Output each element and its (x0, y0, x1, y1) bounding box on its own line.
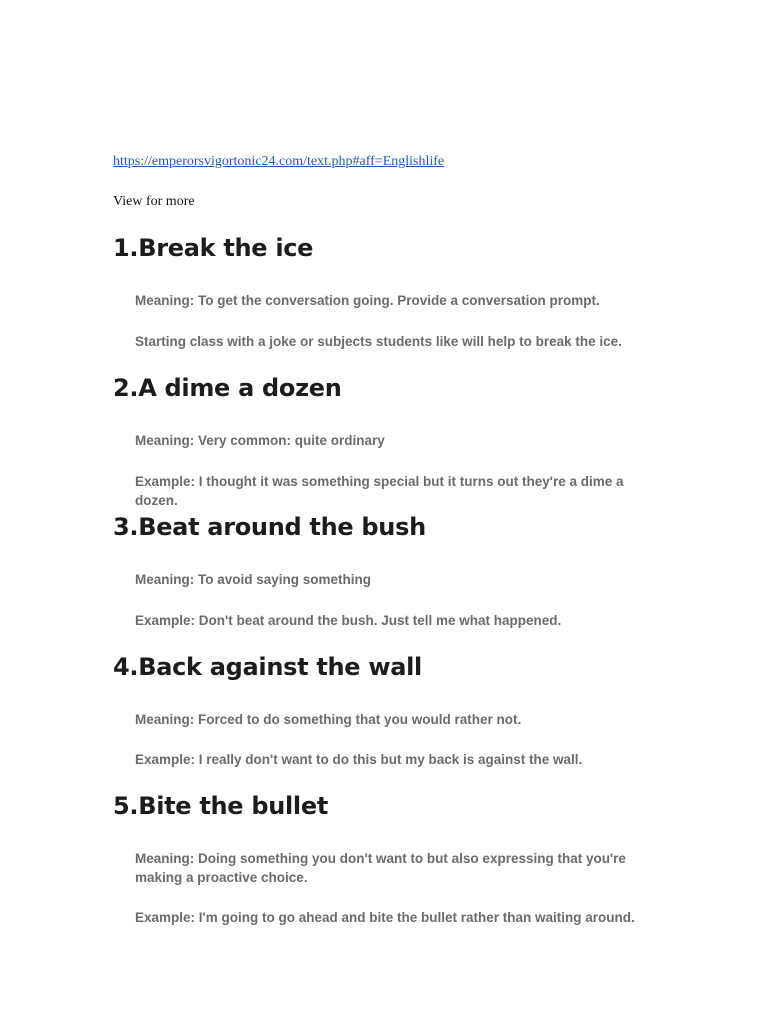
idiom-heading-5: 5.Bite the bullet (113, 792, 329, 820)
idiom-meaning-3: Meaning: To avoid saying something (135, 572, 372, 587)
view-more-text: View for more (113, 194, 195, 209)
idiom-heading-3: 3.Beat around the bush (113, 513, 426, 541)
idiom-example-3: Example: Don't beat around the bush. Just tell me what happened. (135, 613, 562, 628)
idiom-meaning-5: Meaning: Doing something you don't want to but also expressing that you're making a proactive choice. (135, 851, 626, 885)
idiom-meaning-4: Meaning: Forced to do something that you would rather not. (135, 712, 522, 727)
idiom-example-2: Example: I thought it was something special but it turns out they're a dime a dozen. (135, 474, 624, 508)
idiom-example-1: Starting class with a joke or subjects students like will help to break the ice. (135, 334, 622, 349)
idiom-heading-4: 4.Back against the wall (113, 653, 422, 681)
idiom-meaning-2: Meaning: Very common: quite ordinary (135, 433, 385, 448)
affiliate-link[interactable]: https://emperorsvigortonic24.com/text.php#aff=Englishlife (113, 154, 445, 169)
idiom-example-4: Example: I really don't want to do this but my back is against the wall. (135, 752, 583, 767)
idiom-meaning-1: Meaning: To get the conversation going. Provide a conversation prompt. (135, 293, 600, 308)
idiom-example-5: Example: I'm going to go ahead and bite the bullet rather than waiting around. (135, 910, 635, 925)
idiom-heading-1: 1.Break the ice (113, 234, 314, 262)
idiom-heading-2: 2.A dime a dozen (113, 374, 342, 402)
